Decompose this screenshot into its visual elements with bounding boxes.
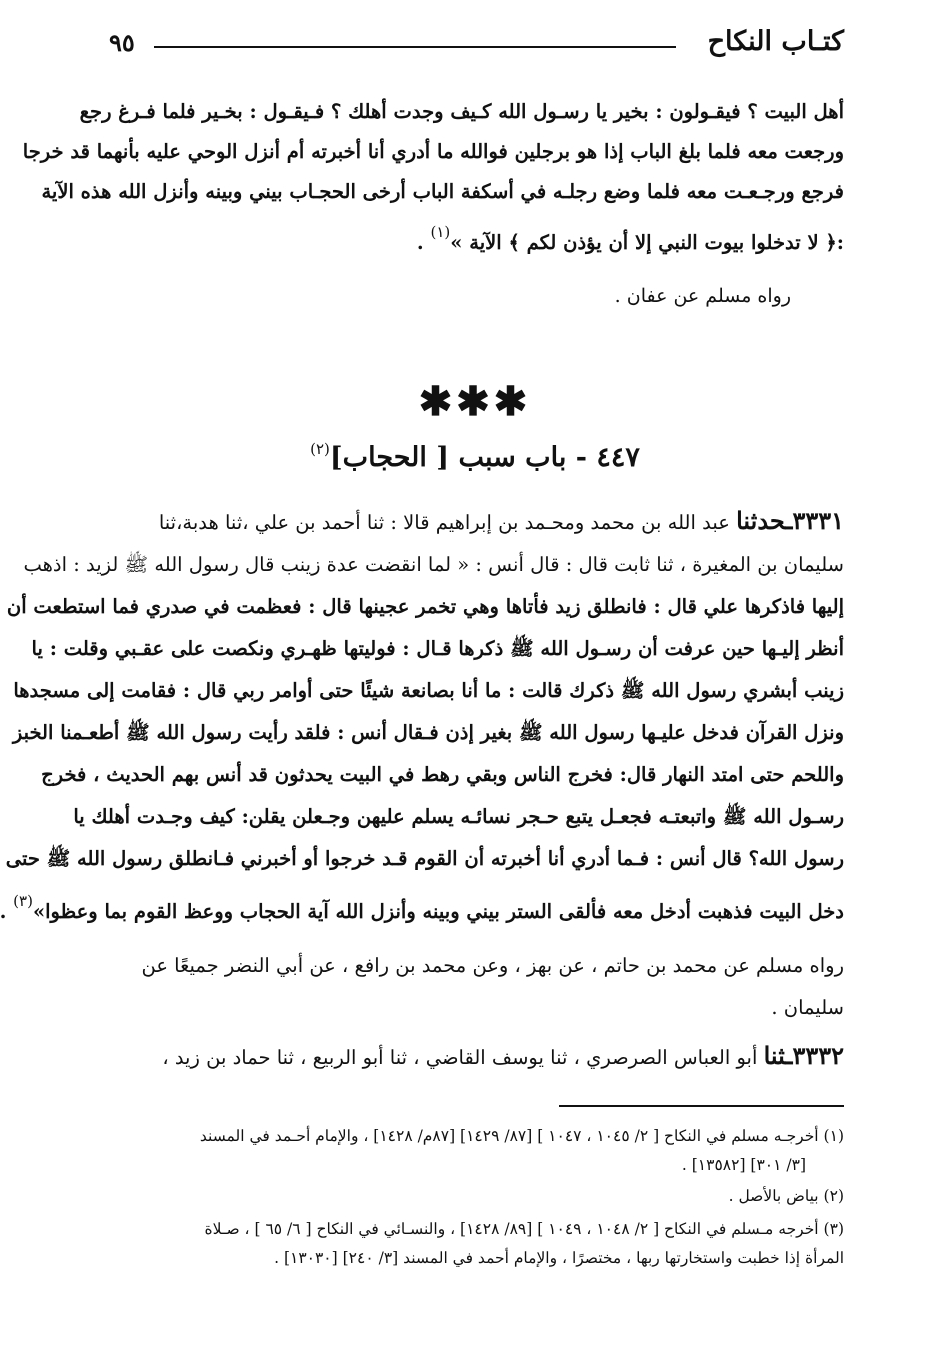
footnote-line: [٣/ ٣٠١] [١٣٥٨٢] . (681, 1156, 806, 1174)
text-line: إليها فاذكرها علي قال : فانطلق زيد فأتاها وهي تخمر عجينها قال : فعظمت في صدري فما استطعت أن (6, 595, 844, 618)
text-line: سليمان . (771, 996, 844, 1019)
isnad-text: عبد الله بن محمد ومحـمد بن إبراهيم قالا : ثنا أحمد بن علي ،ثنا هدبة،ثنا (158, 511, 730, 534)
header-rule (154, 46, 676, 48)
hadith-3332 (109, 1035, 844, 1079)
text-line: رواه مسلم عن محمد بن حاتم ، عن بهز ، وعن محمد بن رافع ، عن أبي النضر جميعًا عن (141, 954, 844, 977)
narration-note: رواه مسلم عن عفان . (614, 285, 791, 307)
text-line: واللحم حتى امتد النهار قال: فخرج الناس وبقي رهط في البيت يحدثون قد أنس بهم الحديث ، فخرج (41, 763, 844, 786)
footnote-2 (109, 1182, 844, 1211)
text-line: ونزل القرآن فدخل عليـها رسول الله ﷺ بغير إذن فـقال أنس : فلقد رأيت رسول الله ﷺ أطعـمنا الخبز (12, 721, 844, 744)
text-line: دخل البيت فذهبت أدخل معه فألقى الستر بيني وبينه وأنزل الله آية الحجاب ووعظ القوم بما وعظوا»$^{(٣)}$ . (0, 892, 844, 923)
hadith-first-line (109, 500, 844, 544)
text-line: رسـول الله ﷺ واتبعتـه فجعـل يتبع حـجر نسائـه يسلم عليهن وجـعلن يقلن: كيف وجـدت أهلك يا (73, 805, 844, 828)
hadith-opener: ـثنا (763, 1041, 793, 1070)
text-line: زينب أبشري رسول الله ﷺ ذكرك قالت : ما أنا بصانعة شيئًا حتى أوامر ربي قال : فقامت إلى مسجدها (13, 679, 844, 702)
opening-paragraph (22, 92, 844, 263)
text-line: ورجعت معه فلما بلغ الباب إذا هو برجلين فوالله ما أدري أنا أخبرته أم أنزل الوحي عليه بأنهما قد خرجا (22, 140, 844, 163)
chapter-heading (4, 440, 946, 473)
footnote-line: (٢) بياض بالأصل . (728, 1187, 844, 1205)
text-line: فرجع ورجـعـت معه فلما وضع رجلـه في أسكفة الباب أرخى الحجـاب بيني وبينه وأنزل الله هذه الآية (41, 180, 844, 203)
footnote-1 (109, 1122, 844, 1180)
text-line: أهل البيت ؟ فيقـولون : بخير يا رسـول الله كـيف وجدت أهلك ؟ فـيقـول : بخـير فلما فـرغ رجع (79, 100, 844, 123)
text-line: :﴿ لا تدخلوا بيوت النبي إلا أن يؤذن لكم ﴾ الآية »$^{(١)}$ . (416, 223, 844, 254)
hadith-3331 (0, 500, 844, 933)
section-separator: ✱✱✱ (418, 378, 532, 425)
footnote-line: (٣) أخرجه مـسلم في النكاح [ ٢/ ١٠٤٨ ، ١٠٤٩ ] [٨٩/ ١٤٢٨] ، والنسـائي في النكاح [ ٦/ ٦٥ ] ، صـلاة (204, 1220, 844, 1238)
hadith-first-line (109, 1035, 844, 1079)
text-line: أنظر إليـها حين عرفت أن رسـول الله ﷺ ذكرها قـال : فوليتها ظهـري ونكصت على عقـبي وقلت : يا (31, 637, 844, 660)
isnad-text: أبو العباس الصرصري ، ثنا يوسف القاضي ، ثنا أبو الربيع ، ثنا حماد بن زيد ، (162, 1046, 758, 1069)
footnote-rule (559, 1105, 844, 1107)
chapter-title: ٤٤٧ - باب سبب [ الحجاب] (329, 442, 640, 473)
hadith-number: ٣٣٣١ (792, 506, 844, 535)
footnote-label: (٢) (823, 1187, 844, 1205)
footnote-ref: (١) (430, 223, 451, 241)
book-title: كتـاب النكاح (707, 26, 844, 57)
footnote-line: (١) أخرجـه مسلم في النكاح [ ٢/ ١٠٤٥ ، ١٠٤٧ ] [٨٧/ ١٤٢٩] [٨٧م/ ١٤٢٨] ، والإمام أحـمد في المسند (199, 1127, 844, 1145)
text-line: رسول الله؟ قال أنس : فـما أدري أنا أخبرته أن القوم قـد خرجوا أو أخبرني فـانطلق رسول الله ﷺ حتى (5, 847, 844, 870)
footnote-ref: (٢) (310, 440, 330, 458)
page-number: ٩٥ (109, 28, 135, 57)
hadith-3331-narration (109, 945, 844, 1029)
footnote-ref: (٣) (13, 892, 33, 910)
quran-quote: :﴿ لا تدخلوا بيوت النبي إلا أن يؤذن لكم ﴾ الآية » (450, 231, 844, 254)
footnote-3 (109, 1215, 844, 1273)
footnote-line: المرأة إذا خطبت واستخارتها ربها ، مختصرًا ، والإمام أحمد في المسند [٣/ ٢٤٠] [١٣٠٣٠] . (274, 1249, 844, 1267)
text-line: سليمان بن المغيرة ، ثنا ثابت قال : قال أنس : « لما انقضت عدة زينب قال رسول الله ﷺ لزيد : اذهب (23, 553, 844, 576)
hadith-opener: ـحدثنا (736, 506, 793, 535)
hadith-number: ٣٣٣٢ (792, 1041, 844, 1070)
footnote-label: (٣) (823, 1220, 844, 1238)
footnote-label: (١) (823, 1127, 844, 1145)
running-header (109, 22, 844, 66)
